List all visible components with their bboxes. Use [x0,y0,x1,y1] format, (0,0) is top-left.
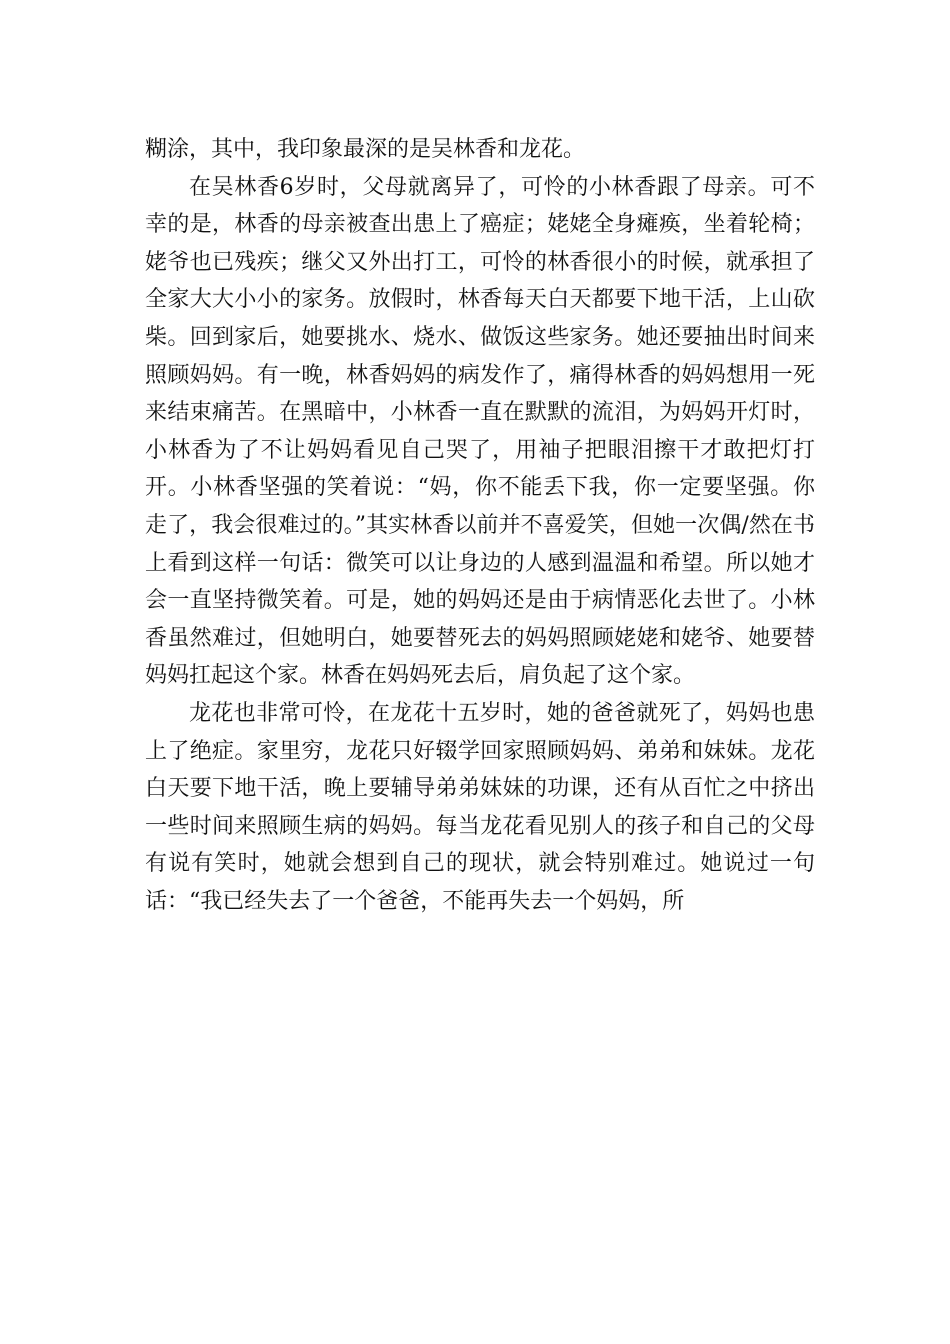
paragraph-wu-linxiang: 在吴林香6岁时，父母就离异了，可怜的小林香跟了母亲。可不幸的是，林香的母亲被查出患上了癌症；姥姥全身瘫痪，坐着轮椅；姥爷也已残疾；继父又外出打工，可怜的林香很小的时候，就承担了全家大大小小的家务。放假时，林香每天白天都要下地干活，上山砍柴。回到家后，她要挑水、烧水、做饭这些家务。她还要抽出时间来照顾妈妈。有一晚，林香妈妈的病发作了，痛得林香的妈妈想用一死来结束痛苦。在黑暗中，小林香一直在默默的流泪，为妈妈开灯时，小林香为了不让妈妈看见自己哭了，用袖子把眼泪擦干才敢把灯打开。小林香坚强的笑着说：“妈，你不能丢下我，你一定要坚强。你走了，我会很难过的。”其实林香以前并不喜爱笑，但她一次偶/然在书上看到这样一句话：微笑可以让身边的人感到温温和希望。所以她才会一直坚持微笑着。可是，她的妈妈还是由于病情恶化去世了。小林香虽然难过，但她明白，她要替死去的妈妈照顾姥姥和姥爷、她要替妈妈扛起这个家。林香在妈妈死去后，肩负起了这个家。 [145,174,815,689]
document-body [145,131,815,920]
paragraph-long-hua: 龙花也非常可怜，在龙花十五岁时，她的爸爸就死了，妈妈也患上了绝症。家里穷，龙花只好辍学回家照顾妈妈、弟弟和妹妹。龙花白天要下地干活，晚上要辅导弟弟妹妹的功课，还有从百忙之中挤出一些时间来照顾生病的妈妈。每当龙花看见别人的孩子和自己的父母有说有笑时，她就会想到自己的现状，就会特别难过。她说过一句话：“我已经失去了一个爸爸，不能再失去一个妈妈，所 [145,700,815,914]
paragraph-continuation: 糊涂，其中，我印象最深的是吴林香和龙花。 [145,137,586,162]
